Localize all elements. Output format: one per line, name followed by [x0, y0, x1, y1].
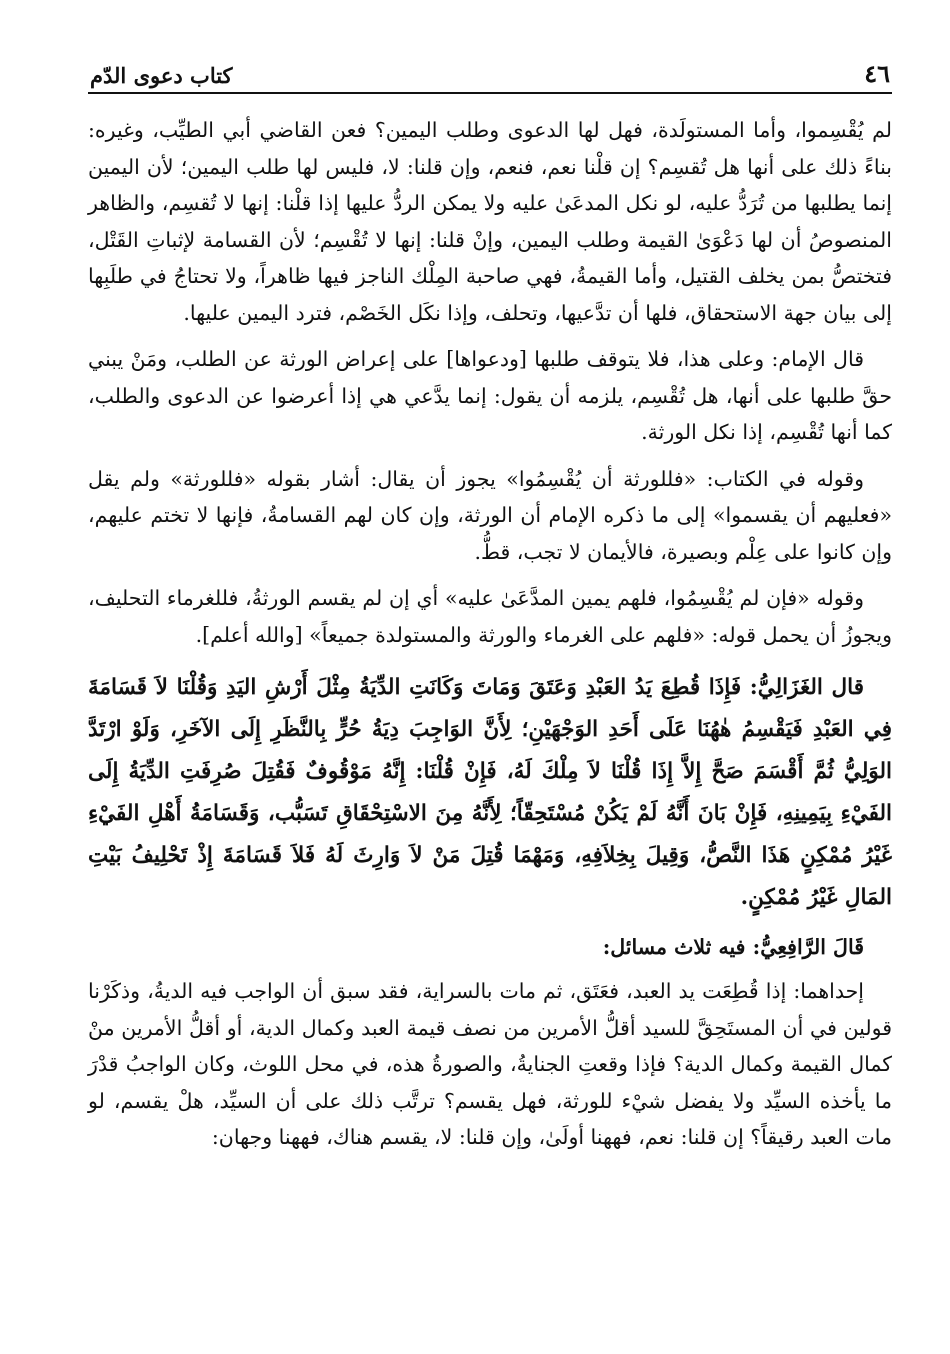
commentary-heading: قَالَ الرَّافِعِيُّ: فيه ثلاث مسائل:: [602, 935, 864, 959]
page-header: [88, 52, 892, 94]
book-title: كتاب دعوى الدّم: [90, 63, 233, 88]
page-number: ٤٦: [864, 59, 890, 88]
paragraph: وقوله في الكتاب: «فللورثة أن يُقْسِمُوا» يجوز أن يقال: أشار بقوله «فللورثة» ولم يقل «فعليهم أن يقسموا» إلى ما ذكره الإمام أن الورثة، وإن كان لهم القسامةُ، فإنها لا تختم عليهم، وإن كانوا على عِلْم وبصيرة، فالأيمان لا تجب، قطُّ.: [88, 466, 892, 564]
body-text: [88, 112, 892, 1156]
main-text-paragraph: قال الغَزَالِيُّ: فَإِذَا قُطِعَ يَدُ العَبْدِ وَعَتَقَ وَمَاتَ وَكَانَتِ الدِّيَةُ مِثْلَ أَرْشِ اليَدِ وَقُلْنَا لاَ قَسَامَةَ فِي العَبْدِ فَيَقْسِمُ هٰهُنَا عَلَى أَحَدِ الوَجْهَيْنِ؛ لِأَنَّ الوَاجِبَ دِيَةُ حُرٍّ بِالنَّظَرِ إِلَى الآخَرِ، وَلَوْ ارْتَدَّ الوَلِيُّ ثُمَّ أَقْسَمَ صَحَّ إِلاَّ إِذَا قُلْنَا لاَ مِلْكَ لَهُ، فَإِنْ قُلْنَا: إِنَّهُ مَوْقُوفٌ فَقُتِلَ صُرِفَتِ الدِّيَةُ إِلَى الفَيْءِ بِيَمِينِهِ، فَإِنْ بَانَ أَنَّهُ لَمْ يَكُنْ مُسْتَحِقّاً؛ لِأَنَّهُ مِنَ الاسْتِحْقَاقِ تَسَبُّب، وَقَسَامَةُ أَهْلِ الفَيْءِ غَيْرُ مُمْكِنٍ هَذَا النَّصُّ، وَقِيلَ بِخِلاَفِهِ، وَمَهْمَا قُتِلَ مَنْ لاَ وَارِثَ لَهُ فَلاَ قَسَامَةَ إِذْ تَحْلِيفُ بَيْتِ المَالِ غَيْرُ مُمْكِنٍ.: [88, 675, 892, 910]
paragraph: إحداهما: إذا قُطِعَت يد العبد، فعَتَق، ثم مات بالسراية، فقد سبق أن الواجب فيه الديةُ، وذكَرْنا قولين في أن المستَحِقَّ للسيد أقلُّ الأمرين من نصف قيمة العبد وكمال الدية، أو أقلُّ الأمرين منْ كمال القيمة وكمال الدية؟ فإذا وقعتِ الجنايةُ، والصورةُ هذه، في محل اللوث، وكان الواجبُ قدْرَ ما يأخذه السيِّد ولا يفضل شيْء للورثة، فهل يقسم؟ ترتَّب ذلك على أن السيِّد، هلْ يقسم، لو مات العبد رقيقاً؟ إن قلنا: نعم، فههنا أولَىٰ، وإن قلنا: لا، يقسم هناك، فههنا وجهان:: [88, 979, 892, 1149]
paragraph: وقوله «فإن لم يُقْسِمُوا، فلهم يمين المدَّعَىٰ عليه» أي إن لم يقسم الورثةُ، فللغرماء التحليف، ويجوزُ أن يحمل قوله: «فلهم على الغرماء والورثة والمستولدة جميعاً» [والله أعلم].: [88, 586, 892, 647]
page: [88, 52, 892, 1166]
paragraph: قال الإمام: وعلى هذا، فلا يتوقف طلبها [ودعواها] على إعراض الورثة عن الطلب، ومَنْ يبني حقَّ طلبها على أنها، هل تُقْسِم، يلزمه أن يقول: إنما يدَّعي هي إذا أعرضوا عن الدعوى والطلب، كما أنها تُقْسِم، إذا نكل الورثة.: [88, 347, 892, 444]
paragraph: لم يُقْسِموا، وأما المستولَدة، فهل لها الدعوى وطلب اليمين؟ فعن القاضي أبي الطيِّب، وغيره: بناءً ذلك على أنها هل تُقسِم؟ إن قلْنا نعم، فنعم، وإن قلنا: لا، فليس لها طلب اليمين؛ لأن اليمين إنما يطلبها من تُرَدُّ عليه، لو نكل المدعَىٰ عليه ولا يمكن الردُّ عليها إذا قلْنا: إنها لا تُقسِم، والظاهر المنصوصُ أن لها دَعْوَىٰ القيمة وطلب اليمين، وإنْ قلنا: إنها لا تُقْسِم؛ لأن القسامة لإثباتِ القَتْل، فتختصُّ بمن يخلف القتيل، وأما القيمةُ، فهي صاحبة المِلْك الناجز فيها ظاهراً، ولا تحتاجُ في طلَبِها إلى بيان جهة الاستحقاق، فلها أن تدَّعيها، وتحلف، وإذا نكَل الخَصْم، فترد اليمين عليها.: [88, 118, 892, 325]
